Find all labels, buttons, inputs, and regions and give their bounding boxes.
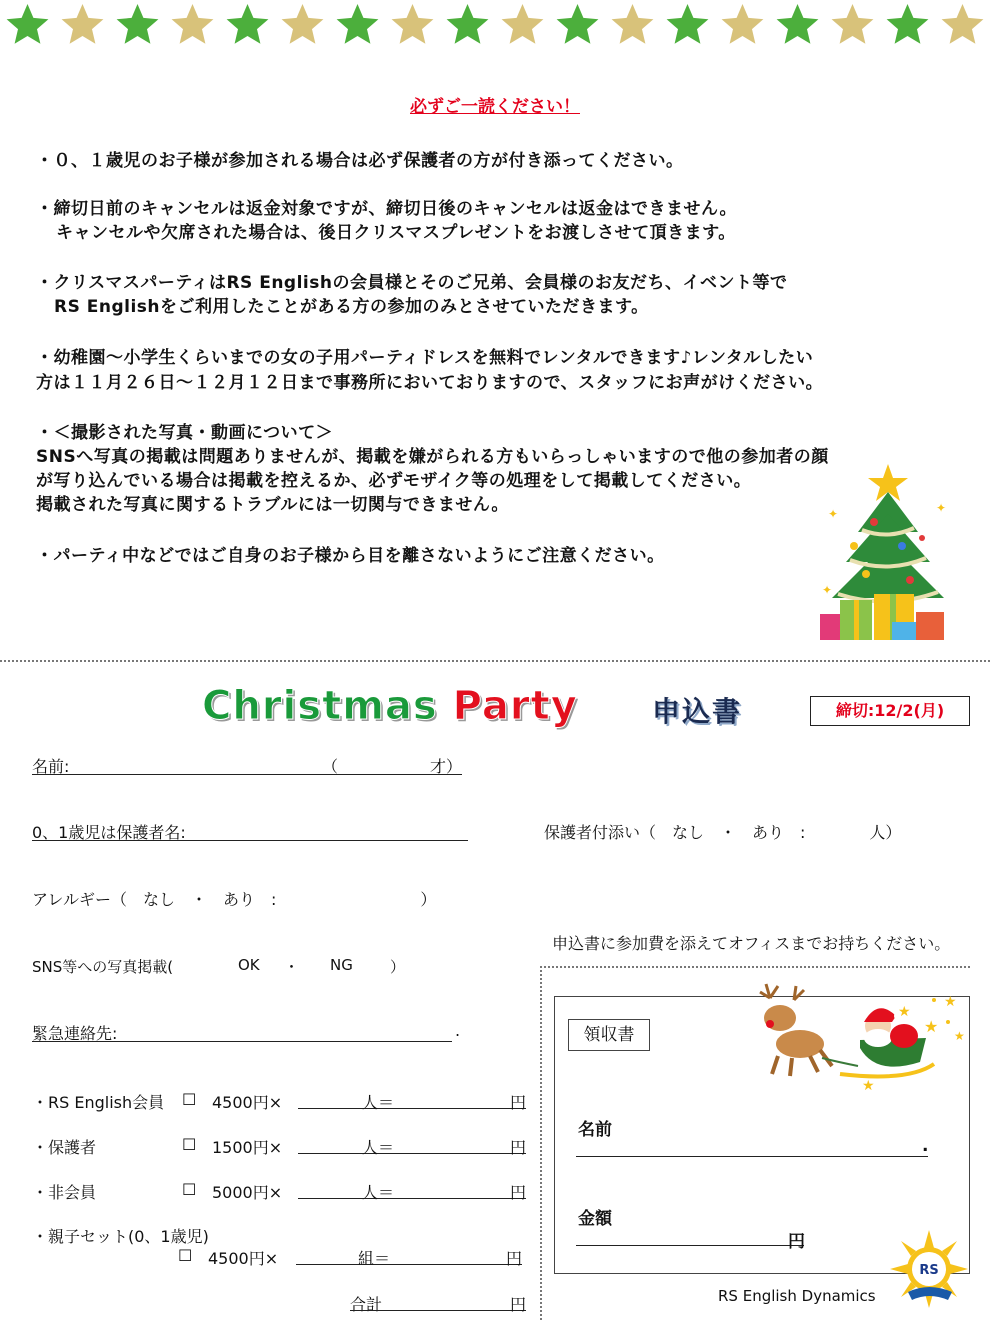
receipt-amount-label: 金額 — [578, 1209, 612, 1229]
emergency-label: 緊急連絡先: — [32, 1024, 118, 1043]
sns-ng[interactable]: NG — [330, 956, 353, 974]
form-title: 申込書 — [652, 695, 743, 728]
name-field[interactable] — [32, 774, 462, 775]
svg-text:★: ★ — [944, 994, 957, 1010]
receipt-name-field[interactable] — [576, 1156, 928, 1157]
guardian-label: 0、1歳児は保護者名: — [32, 823, 186, 842]
star-icon — [117, 4, 159, 44]
title-word-christmas: Christmas — [202, 683, 438, 729]
total-line[interactable] — [350, 1310, 526, 1311]
fee-price: 4500円× — [208, 1249, 279, 1268]
christmas-tree-icon — [818, 462, 953, 652]
section-divider — [0, 660, 990, 662]
fee-unit: 人＝ — [362, 1183, 395, 1202]
star-icon — [777, 4, 819, 44]
notice-line: ・＜撮影された写真・動画について＞ — [36, 423, 334, 443]
star-icon — [667, 4, 709, 44]
svg-text:★: ★ — [954, 1029, 965, 1043]
santa-sleigh-icon — [748, 978, 970, 1090]
notice-title: 必ずご一読ください！ — [410, 97, 580, 117]
fee-member-line[interactable] — [298, 1108, 526, 1109]
fee-checkbox-guardian[interactable]: ☐ — [182, 1135, 197, 1154]
svg-text:★: ★ — [898, 1004, 911, 1020]
total-yen: 円 — [510, 1295, 527, 1314]
star-border — [0, 0, 990, 56]
notice-line: が写り込んでいる場合は掲載を控えるか、必ずモザイク等の処理をして掲載してください。 — [36, 471, 752, 491]
fee-checkbox-family[interactable]: ☐ — [178, 1246, 193, 1265]
receipt-amount-field[interactable] — [576, 1245, 804, 1246]
receipt-label: 領収書 — [568, 1019, 650, 1051]
fee-price: 5000円× — [212, 1183, 283, 1202]
rs-english-logo — [886, 1226, 972, 1312]
sns-ok[interactable]: OK — [238, 956, 260, 974]
deadline-badge: 締切:12/2(月) — [810, 696, 970, 726]
sns-label: SNS等への写真掲載( — [32, 958, 174, 976]
christmas-party-title — [202, 683, 578, 729]
star-icon — [282, 4, 324, 44]
receipt-cut-line — [540, 966, 970, 968]
star-icon — [337, 4, 379, 44]
notice-line: RS Englishをご利用したことがある方の参加のみとさせていただきます。 — [54, 297, 649, 317]
fee-yen: 円 — [510, 1093, 527, 1112]
star-icon — [447, 4, 489, 44]
star-icon — [942, 4, 984, 44]
fee-yen: 円 — [510, 1183, 527, 1202]
fee-nonmember-line[interactable] — [298, 1198, 526, 1199]
fee-family-line[interactable] — [296, 1264, 522, 1265]
guardian-name-field[interactable] — [32, 840, 468, 841]
age-close: 才） — [430, 757, 463, 776]
name-label: 名前: — [32, 757, 70, 776]
fee-price: 4500円× — [212, 1093, 283, 1112]
emergency-dot: . — [455, 1021, 461, 1040]
title-word-party: Party — [452, 683, 578, 729]
receipt-name-label: 名前 — [578, 1120, 612, 1140]
fee-unit: 人＝ — [362, 1093, 395, 1112]
fee-price: 1500円× — [212, 1138, 283, 1157]
family-set-label: ・親子セット(0、1歳児) — [32, 1227, 209, 1246]
instruction-text: 申込書に参加費を添えてオフィスまでお持ちください。 — [552, 934, 951, 953]
svg-text:★: ★ — [924, 1017, 939, 1036]
star-icon — [62, 4, 104, 44]
notice-line: 方は１１月２６日～１２月１２日まで事務所においておりますので、スタッフにお声がけください。 — [36, 373, 824, 393]
notice-line: ・幼稚園～小学生くらいまでの女の子用パーティドレスを無料でレンタルできます♪レンタルしたい — [36, 348, 814, 368]
star-icon — [887, 4, 929, 44]
fee-label: ・保護者 — [32, 1138, 97, 1157]
svg-text:✦: ✦ — [828, 507, 839, 521]
logo-text: RS — [919, 1263, 939, 1278]
fee-label: ・RS English会員 — [32, 1093, 165, 1112]
star-icon — [832, 4, 874, 44]
star-icon — [227, 4, 269, 44]
fee-yen: 円 — [506, 1249, 523, 1268]
star-icon — [502, 4, 544, 44]
age-open: （ — [322, 757, 339, 776]
fee-checkbox-member[interactable]: ☐ — [182, 1090, 197, 1109]
notice-line: ・０、１歳児のお子様が参加される場合は必ず保護者の方が付き添ってください。 — [36, 151, 684, 171]
allergy-field: アレルギー（ なし ・ あり : ） — [32, 890, 437, 909]
guardian-attend: 保護者付添い（ なし ・ あり : 人） — [544, 823, 902, 842]
fee-label: ・非会員 — [32, 1183, 97, 1202]
receipt-name-dot: . — [922, 1136, 929, 1156]
svg-text:✦: ✦ — [822, 583, 833, 597]
notice-line: 掲載された写真に関するトラブルには一切関与できません。 — [36, 495, 509, 515]
star-icon — [392, 4, 434, 44]
fee-guardian-line[interactable] — [298, 1153, 526, 1154]
star-icon — [722, 4, 764, 44]
emergency-field[interactable] — [32, 1041, 452, 1042]
receipt-cut-line — [540, 966, 542, 1320]
svg-text:★: ★ — [862, 1078, 875, 1090]
notice-line: SNSへ写真の掲載は問題ありませんが、掲載を嫌がられる方もいらっしゃいますので他の参加者の顔 — [36, 447, 829, 467]
total-label: 合計 — [350, 1295, 383, 1314]
fee-unit: 人＝ — [362, 1138, 395, 1157]
star-icon — [172, 4, 214, 44]
star-icon — [557, 4, 599, 44]
sns-separator: ・ — [284, 958, 300, 976]
notice-line: ・クリスマスパーティはRS Englishの会員様とそのご兄弟、会員様のお友だち、イベント等で — [36, 273, 788, 293]
fee-unit: 組＝ — [358, 1249, 391, 1268]
fee-yen: 円 — [510, 1138, 527, 1157]
notice-line: ・締切日前のキャンセルは返金対象ですが、締切日後のキャンセルは返金はできません。 — [36, 199, 738, 219]
notice-line: ・パーティ中などではご自身のお子様から目を離さないようにご注意ください。 — [36, 546, 665, 566]
fee-checkbox-nonmember[interactable]: ☐ — [182, 1180, 197, 1199]
sns-close: ） — [390, 958, 406, 976]
receipt-amount-yen: 円 — [788, 1232, 805, 1252]
star-icon — [7, 4, 49, 44]
star-icon — [612, 4, 654, 44]
svg-text:✦: ✦ — [936, 501, 947, 515]
fee-row-member — [32, 1090, 164, 1113]
company-name: RS English Dynamics — [718, 1287, 876, 1305]
notice-line: キャンセルや欠席された場合は、後日クリスマスプレゼントをお渡しさせて頂きます。 — [56, 223, 736, 243]
